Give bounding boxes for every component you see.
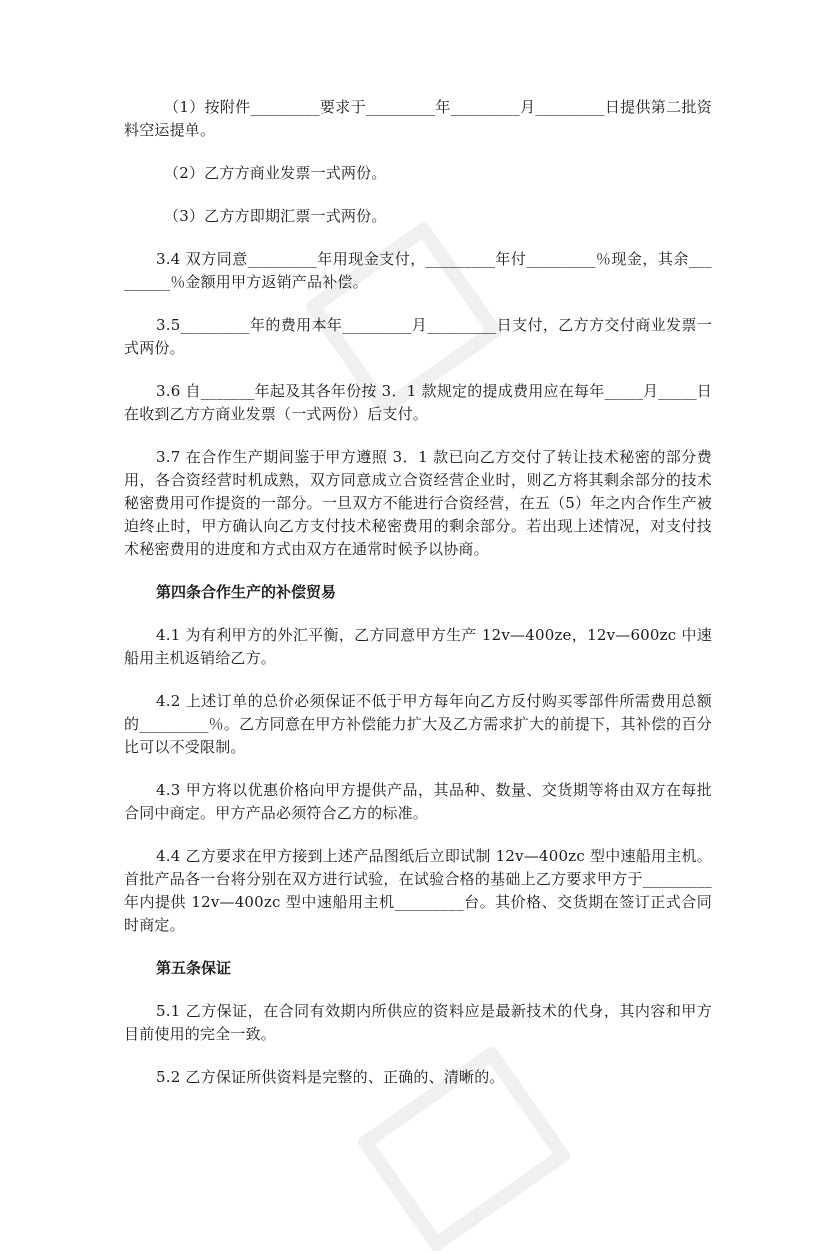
clause-3-7: 3.7 在合作生产期间鉴于甲方遵照 3．1 款已向乙方交付了转让技术秘密的部分费用，各合资经营时机成熟，双方同意成立合资经营企业时，则乙方将其剩余部分的技术秘密费用可作提资的一部分。一旦双方不能进行合资经营，在五（5）年之内合作生产被迫终止时，甲方确认向乙方支付技术秘密费用的剩余部分。若出现上述情况，对支付技术秘密费用的进度和方式由双方在通常时候予以协商。: [124, 448, 712, 558]
document-body: [124, 96, 712, 1109]
clause-3-5: 3.5_________年的费用本年_________月_________日支付，乙方方交付商业发票一式两份。: [124, 316, 712, 357]
article-4-heading: 第四条合作生产的补偿贸易: [156, 583, 337, 601]
clause-5-1: 5.1 乙方保证，在合同有效期内所供应的资料应是最新技术的代身，其内容和甲方目前使用的完全一致。: [124, 1002, 712, 1043]
clause-3-4: 3.4 双方同意_________年用现金支付，_________年付_________％现金，其余_________％金额用甲方返销产品补偿。: [124, 250, 712, 291]
clause-5-2: 5.2 乙方保证所供资料是完整的、正确的、清晰的。: [156, 1068, 505, 1086]
clause-3-6: 3.6 自_______年起及其各年份按 3．1 款规定的提成费用应在每年_____月_____日在收到乙方方商业发票（一式两份）后支付。: [124, 382, 712, 423]
clause-4-4: 4.4 乙方要求在甲方接到上述产品图纸后立即试制 12v—400zc 型中速船用主机。首批产品各一台将分别在双方进行试验，在试验合格的基础上乙方要求甲方于_________年内提供 12v—400zc 型中速船用主机_________台。其价格、交货期在签订正式合同时商定。: [124, 847, 712, 934]
clause-4-2: 4.2 上述订单的总价必须保证不低于甲方每年向乙方反付购买零部件所需费用总额的_________％。乙方同意在甲方补偿能力扩大及乙方需求扩大的前提下，其补偿的百分比可以不受限制。: [124, 692, 712, 756]
article-5-heading: 第五条保证: [156, 959, 232, 977]
clause-4-1: 4.1 为有利甲方的外汇平衡，乙方同意甲方生产 12v—400ze，12v—600zc 中速船用主机返销给乙方。: [124, 626, 712, 667]
clause-3-3-item-1: （1）按附件_________要求于_________年_________月_________日提供第二批资料空运提单。: [124, 98, 712, 139]
clause-3-3-item-2: （2）乙方方商业发票一式两份。: [164, 164, 387, 182]
clause-4-3: 4.3 甲方将以优惠价格向甲方提供产品，其品种、数量、交货期等将由双方在每批合同中商定。甲方产品必须符合乙方的标准。: [124, 781, 712, 822]
clause-3-3-item-3: （3）乙方方即期汇票一式两份。: [164, 207, 387, 225]
